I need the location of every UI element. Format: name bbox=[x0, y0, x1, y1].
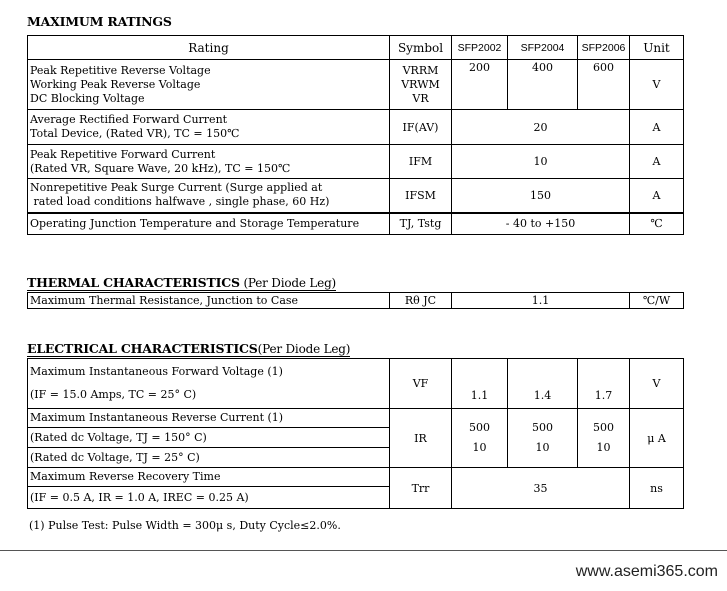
rating-line: Peak Repetitive Reverse Voltage bbox=[30, 63, 211, 77]
table-row bbox=[28, 60, 684, 110]
header-unit: Unit bbox=[630, 36, 684, 60]
symbol-line: VRWM bbox=[401, 77, 440, 91]
param-cell bbox=[28, 359, 390, 409]
value-sfp2006: 1.7 bbox=[578, 359, 630, 409]
table-row bbox=[28, 359, 684, 409]
website-url: www.asemi365.com bbox=[575, 563, 718, 580]
unit-cell: μ A bbox=[630, 409, 684, 468]
symbol-line: VR bbox=[412, 91, 429, 105]
divider bbox=[0, 550, 727, 551]
symbol-line: VRRM bbox=[402, 63, 439, 77]
value-line: 10 bbox=[596, 441, 611, 454]
value-sfp2004: 400 bbox=[508, 60, 578, 110]
param-line: (Rated dc Voltage, TJ = 150° C) bbox=[28, 428, 389, 448]
table-row bbox=[28, 110, 684, 145]
thermal-title-bold: THERMAL CHARACTERISTICS bbox=[27, 275, 240, 290]
symbol-cell bbox=[390, 60, 452, 110]
max-ratings-title: MAXIMUM RATINGS bbox=[27, 14, 172, 29]
value-cell: 35 bbox=[452, 468, 630, 509]
thermal-title-normal: (Per Diode Leg) bbox=[239, 276, 337, 290]
table-row bbox=[28, 293, 684, 309]
rating-line: Working Peak Reverse Voltage bbox=[30, 77, 201, 91]
rating-cell: Operating Junction Temperature and Storage Temperature bbox=[28, 213, 390, 235]
symbol-cell: IR bbox=[390, 409, 452, 468]
rating-cell bbox=[28, 145, 390, 179]
symbol-cell: IF(AV) bbox=[390, 110, 452, 145]
unit-cell: A bbox=[630, 145, 684, 179]
param-cell bbox=[28, 468, 390, 509]
value-sfp2004 bbox=[508, 409, 578, 468]
unit-cell: A bbox=[630, 179, 684, 213]
value-line: 500 bbox=[532, 421, 553, 434]
value-line: 500 bbox=[593, 421, 614, 434]
unit-cell: A bbox=[630, 110, 684, 145]
value-sfp2002 bbox=[452, 409, 508, 468]
symbol-cell: TJ, Tstg bbox=[390, 213, 452, 235]
table-row bbox=[28, 145, 684, 179]
value-sfp2002: 200 bbox=[452, 60, 508, 110]
electrical-table bbox=[27, 358, 684, 509]
rating-line: DC Blocking Voltage bbox=[30, 91, 145, 105]
rating-line: Peak Repetitive Forward Current bbox=[30, 147, 216, 161]
rating-line: rated load conditions halfwave , single phase, 60 Hz) bbox=[30, 195, 330, 209]
symbol-cell: VF bbox=[390, 359, 452, 409]
thermal-unit: ℃/W bbox=[630, 293, 684, 309]
unit-cell: V bbox=[630, 359, 684, 409]
value-cell: 10 bbox=[452, 145, 630, 179]
rating-line: Average Rectified Forward Current bbox=[30, 113, 228, 126]
param-line: Maximum Instantaneous Forward Voltage (1) bbox=[30, 364, 283, 378]
header-symbol: Symbol bbox=[390, 36, 452, 60]
value-cell: 20 bbox=[452, 110, 630, 145]
max-ratings-table bbox=[27, 35, 684, 235]
symbol-cell: IFSM bbox=[390, 179, 452, 213]
value-sfp2006 bbox=[578, 409, 630, 468]
value-cell: 150 bbox=[452, 179, 630, 213]
param-cell bbox=[28, 409, 390, 468]
value-line: 10 bbox=[472, 441, 487, 454]
symbol-cell: Trr bbox=[390, 468, 452, 509]
thermal-title bbox=[27, 275, 336, 290]
rating-line: (Rated VR, Square Wave, 20 kHz), TC = 150℃ bbox=[30, 161, 291, 175]
param-line: Maximum Reverse Recovery Time bbox=[28, 468, 389, 487]
param-line: (IF = 15.0 Amps, TC = 25° C) bbox=[30, 387, 197, 401]
unit-cell: ns bbox=[630, 468, 684, 509]
table-row bbox=[28, 468, 684, 509]
value-cell: - 40 to +150 bbox=[452, 213, 630, 235]
symbol-cell: IFM bbox=[390, 145, 452, 179]
thermal-table bbox=[27, 292, 684, 309]
unit-cell: V bbox=[630, 60, 684, 110]
electrical-title-normal: (Per Diode Leg) bbox=[257, 342, 351, 356]
thermal-symbol: Rθ JC bbox=[390, 293, 452, 309]
value-line: 10 bbox=[535, 441, 550, 454]
thermal-value: 1.1 bbox=[452, 293, 630, 309]
header-rating: Rating bbox=[28, 36, 390, 60]
param-line: (Rated dc Voltage, TJ = 25° C) bbox=[30, 451, 200, 464]
param-line: Maximum Instantaneous Reverse Current (1) bbox=[28, 409, 389, 428]
rating-cell bbox=[28, 60, 390, 110]
value-line: 500 bbox=[469, 421, 490, 434]
rating-line: Total Device, (Rated VR), TC = 150℃ bbox=[30, 127, 240, 140]
rating-cell bbox=[28, 110, 390, 145]
electrical-title bbox=[27, 341, 350, 356]
thermal-label: Maximum Thermal Resistance, Junction to Case bbox=[28, 293, 390, 309]
footnote: (1) Pulse Test: Pulse Width = 300μ s, Duty Cycle≤2.0%. bbox=[29, 519, 341, 532]
rating-cell bbox=[28, 179, 390, 213]
table-row bbox=[28, 213, 684, 235]
header-sfp2002: SFP2002 bbox=[452, 36, 508, 60]
value-sfp2006: 600 bbox=[578, 60, 630, 110]
header-sfp2006: SFP2006 bbox=[578, 36, 630, 60]
electrical-title-bold: ELECTRICAL CHARACTERISTICS bbox=[27, 341, 258, 356]
header-sfp2004: SFP2004 bbox=[508, 36, 578, 60]
table-row bbox=[28, 409, 684, 468]
value-sfp2002: 1.1 bbox=[452, 359, 508, 409]
unit-cell: ℃ bbox=[630, 213, 684, 235]
param-line: (IF = 0.5 A, IR = 1.0 A, IREC = 0.25 A) bbox=[30, 491, 249, 504]
table-row bbox=[28, 179, 684, 213]
rating-line: Nonrepetitive Peak Surge Current (Surge applied at bbox=[30, 181, 323, 195]
value-sfp2004: 1.4 bbox=[508, 359, 578, 409]
